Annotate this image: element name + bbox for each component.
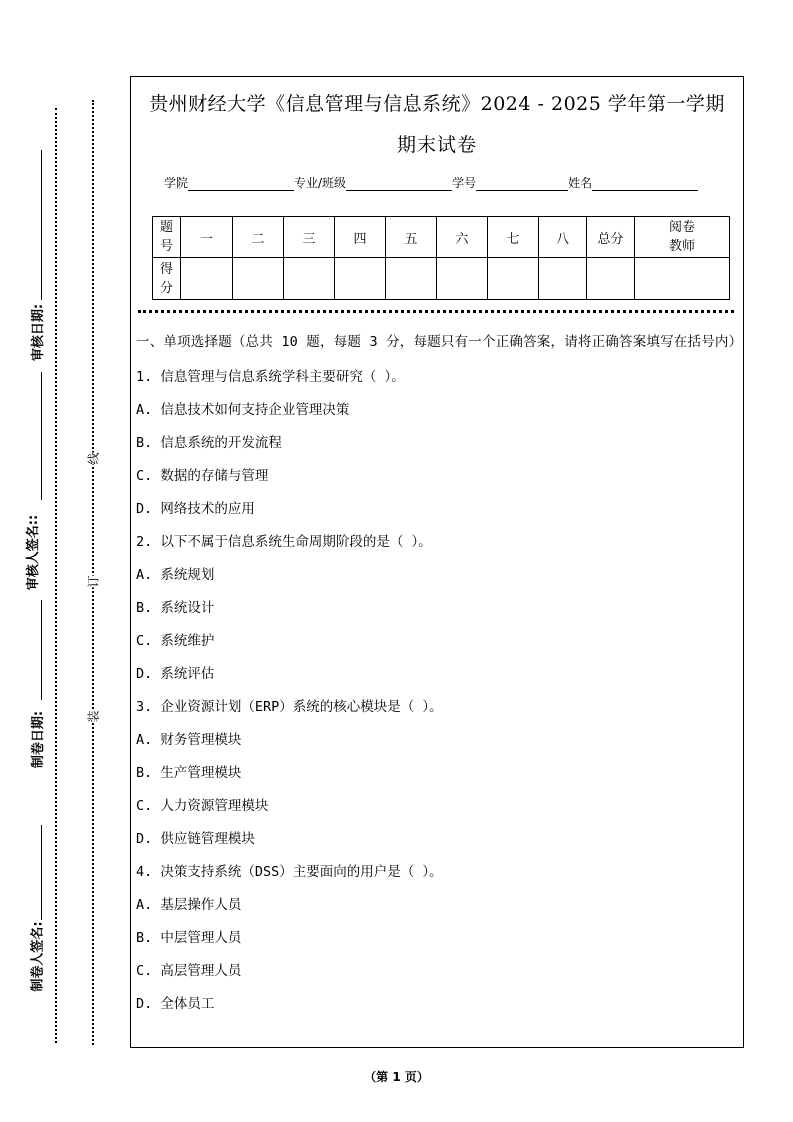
answer-option: A. 系统规划 [136, 567, 215, 583]
major-class-label: 专业/班级 [294, 176, 347, 190]
major-class-field[interactable] [346, 178, 452, 191]
score-col-header: 七 [488, 217, 539, 258]
score-cell[interactable] [635, 258, 730, 300]
reviewer-sign-label: 审核人签名:: [26, 514, 42, 591]
score-col-header: 六 [437, 217, 488, 258]
binding-word-line: 线 [83, 452, 104, 464]
compile-date-line [41, 600, 42, 700]
score-cell[interactable] [488, 258, 539, 300]
score-col-header: 五 [386, 217, 437, 258]
score-cell[interactable] [587, 258, 635, 300]
answer-option: B. 生产管理模块 [136, 765, 242, 781]
score-table-score-row [153, 258, 730, 300]
answer-option: D. 全体员工 [136, 996, 215, 1012]
compiler-sign-line [41, 825, 42, 920]
answer-option: B. 信息系统的开发流程 [136, 435, 282, 451]
binding-word-order: 订 [83, 575, 104, 587]
name-label: 姓名 [568, 176, 593, 190]
answer-option: B. 中层管理人员 [136, 930, 242, 946]
score-cell[interactable] [437, 258, 488, 300]
score-cell[interactable] [181, 258, 233, 300]
score-cell[interactable] [386, 258, 437, 300]
score-col-header: 八 [539, 217, 587, 258]
name-field[interactable] [592, 178, 698, 191]
dotted-separator [138, 310, 734, 313]
reviewer-col-header: 阅卷 教师 [635, 217, 730, 258]
answer-option: D. 网络技术的应用 [136, 501, 255, 517]
binding-word-bind: 装 [83, 710, 104, 722]
student-info-row [164, 174, 698, 191]
answer-option: C. 人力资源管理模块 [136, 798, 269, 814]
question-stem: 1. 信息管理与信息系统学科主要研究（ ）。 [136, 369, 405, 385]
binding-dotted-line [92, 100, 94, 1045]
student-id-label: 学号 [452, 176, 477, 190]
question-section [136, 331, 743, 1021]
reviewer-sign-line [41, 372, 42, 500]
outer-dotted-line [55, 108, 57, 1043]
answer-option: C. 系统维护 [136, 633, 215, 649]
score-col-header: 总分 [587, 217, 635, 258]
question-number-label: 题 号 [153, 217, 181, 258]
exam-paper [130, 76, 744, 1048]
review-date-label: 审核日期: [31, 303, 47, 362]
score-cell[interactable] [539, 258, 587, 300]
question-stem: 3. 企业资源计划（ERP）系统的核心模块是（ ）。 [136, 699, 443, 715]
score-table-header-row [153, 217, 730, 258]
compiler-sign-label: 制卷人签名: [30, 921, 46, 992]
answer-option: A. 信息技术如何支持企业管理决策 [136, 402, 350, 418]
score-label: 得 分 [153, 258, 181, 300]
exam-title: 贵州财经大学《信息管理与信息系统》2024 - 2025 学年第一学期 [149, 93, 725, 115]
score-cell[interactable] [335, 258, 386, 300]
answer-option: C. 数据的存储与管理 [136, 468, 269, 484]
student-id-field[interactable] [476, 178, 568, 191]
score-col-header: 二 [233, 217, 284, 258]
score-col-header: 一 [181, 217, 233, 258]
college-label: 学院 [164, 176, 189, 190]
score-table [152, 216, 730, 300]
question-stem: 4. 决策支持系统（DSS）主要面向的用户是（ ）。 [136, 864, 443, 880]
answer-option: D. 系统评估 [136, 666, 215, 682]
score-col-header: 四 [335, 217, 386, 258]
answer-option: B. 系统设计 [136, 600, 215, 616]
score-cell[interactable] [233, 258, 284, 300]
score-col-header: 三 [284, 217, 335, 258]
answer-option: C. 高层管理人员 [136, 963, 242, 979]
answer-option: D. 供应链管理模块 [136, 831, 255, 847]
answer-option: A. 财务管理模块 [136, 732, 242, 748]
question-stem: 2. 以下不属于信息系统生命周期阶段的是（ ）。 [136, 534, 432, 550]
answer-option: A. 基层操作人员 [136, 897, 242, 913]
college-field[interactable] [188, 178, 294, 191]
score-cell[interactable] [284, 258, 335, 300]
exam-subtitle: 期末试卷 [396, 134, 477, 156]
review-date-line [41, 150, 42, 300]
compile-date-label: 制卷日期: [31, 710, 47, 769]
section-heading: 一、单项选择题（总共 10 题，每题 3 分，每题只有一个正确答案，请将正确答案填写在括号内） [136, 334, 743, 350]
page-number: （第 1 页） [364, 1070, 429, 1084]
